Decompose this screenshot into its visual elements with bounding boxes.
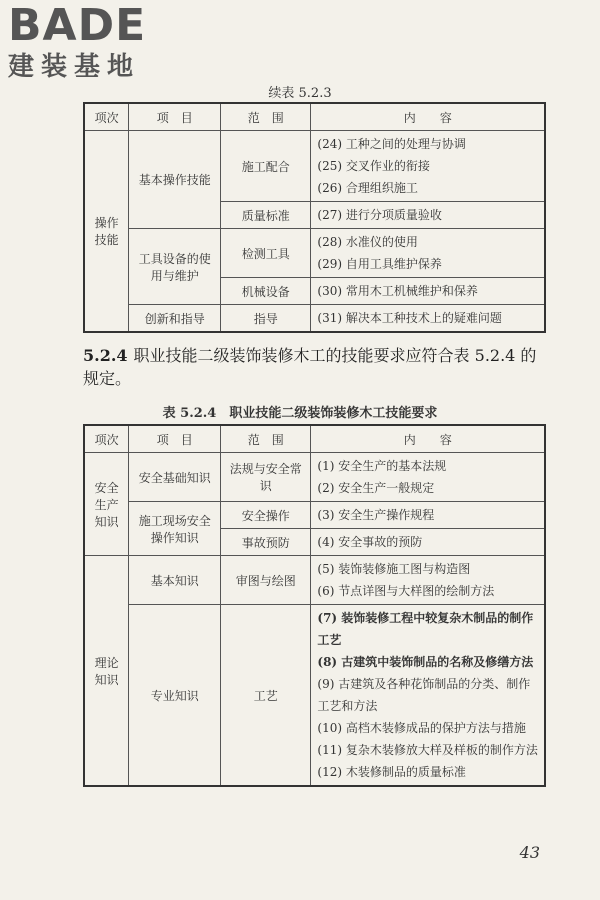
content-cell xyxy=(311,556,545,605)
header-scope: 范 围 xyxy=(221,103,311,131)
content-line: (7) 装饰装修工程中较复杂木制品的制作工艺 xyxy=(317,611,534,647)
scope-cell: 工艺 xyxy=(221,605,311,787)
content-cell xyxy=(311,453,545,502)
header-index: 项次 xyxy=(84,103,129,131)
category-cell: 理论知识 xyxy=(84,556,129,787)
scope-cell: 质量标准 xyxy=(221,202,311,229)
content-line: (9) 古建筑及各种花饰制品的分类、制作工艺和方法 xyxy=(317,677,531,713)
item-cell: 基本知识 xyxy=(129,556,221,605)
content-line: (26) 合理组织施工 xyxy=(317,181,418,195)
item-cell: 安全基础知识 xyxy=(129,453,221,502)
table-row xyxy=(84,605,545,787)
content-line: (30) 常用木工机械维护和保养 xyxy=(317,284,478,298)
content-line: (27) 进行分项质量验收 xyxy=(317,208,442,222)
table-row xyxy=(84,131,545,202)
item-cell: 工具设备的使用与维护 xyxy=(129,229,221,305)
table-row xyxy=(84,502,545,529)
skills-table-continued xyxy=(83,102,546,333)
content-line: (31) 解决本工种技术上的疑难问题 xyxy=(317,311,502,325)
content-line: (3) 安全生产操作规程 xyxy=(317,508,435,522)
clause-number: 5.2.4 xyxy=(83,346,128,365)
table-row xyxy=(84,229,545,278)
content-cell xyxy=(311,529,545,556)
content-line: (28) 水准仪的使用 xyxy=(317,235,418,249)
header-scope: 范 围 xyxy=(221,425,311,453)
scope-cell: 安全操作 xyxy=(221,502,311,529)
header-item: 项 目 xyxy=(129,103,221,131)
category-cell: 安全生产知识 xyxy=(84,453,129,556)
content-line: (4) 安全事故的预防 xyxy=(317,535,423,549)
table-row xyxy=(84,556,545,605)
scope-cell: 审图与绘图 xyxy=(221,556,311,605)
content-line: (25) 交叉作业的衔接 xyxy=(317,159,430,173)
category-cell: 操作技能 xyxy=(84,131,129,333)
content-line: (6) 节点详图与大样图的绘制方法 xyxy=(317,584,495,598)
item-cell: 基本操作技能 xyxy=(129,131,221,229)
page-number: 43 xyxy=(519,843,540,862)
scope-cell: 施工配合 xyxy=(221,131,311,202)
header-row xyxy=(84,103,545,131)
scope-cell: 指导 xyxy=(221,305,311,333)
skills-requirements-table xyxy=(83,424,546,787)
content-line: (8) 古建筑中装饰制品的名称及修缮方法 xyxy=(317,655,534,669)
clause-paragraph xyxy=(83,344,548,390)
table1-caption: 续表 5.2.3 xyxy=(268,86,332,101)
scope-cell: 机械设备 xyxy=(221,278,311,305)
content-line: (29) 自用工具维护保养 xyxy=(317,257,442,271)
content-line: (5) 装饰装修施工图与构造图 xyxy=(317,562,471,576)
site-logo xyxy=(8,0,147,82)
scope-cell: 检测工具 xyxy=(221,229,311,278)
content-cell xyxy=(311,605,545,787)
header-row xyxy=(84,425,545,453)
header-content: 内 容 xyxy=(311,103,545,131)
content-line: (2) 安全生产一般规定 xyxy=(317,481,435,495)
table2-caption: 表 5.2.4 职业技能二级装饰装修木工技能要求 xyxy=(162,406,438,421)
logo-text: BADE xyxy=(8,0,147,51)
content-cell xyxy=(311,502,545,529)
content-cell xyxy=(311,229,545,278)
item-cell: 创新和指导 xyxy=(129,305,221,333)
scope-cell: 事故预防 xyxy=(221,529,311,556)
content-cell xyxy=(311,131,545,202)
scope-cell: 法规与安全常识 xyxy=(221,453,311,502)
content-line: (12) 木装修制品的质量标准 xyxy=(317,765,466,779)
content-cell xyxy=(311,305,545,333)
header-item: 项 目 xyxy=(129,425,221,453)
content-line: (10) 高档木装修成品的保护方法与措施 xyxy=(317,721,526,735)
content-line: (1) 安全生产的基本法规 xyxy=(317,459,447,473)
content-line: (24) 工种之间的处理与协调 xyxy=(317,137,466,151)
header-index: 项次 xyxy=(84,425,129,453)
table-row xyxy=(84,453,545,502)
clause-text: 职业技能二级装饰装修木工的技能要求应符合表 5.2.4 的规定。 xyxy=(83,346,537,388)
header-content: 内 容 xyxy=(311,425,545,453)
content-line: (11) 复杂木装修放大样及样板的制作方法 xyxy=(317,743,538,757)
content-cell xyxy=(311,202,545,229)
item-cell: 施工现场安全操作知识 xyxy=(129,502,221,556)
item-cell: 专业知识 xyxy=(129,605,221,787)
content-cell xyxy=(311,278,545,305)
logo-subtitle: 建装基地 xyxy=(8,52,141,82)
table-row xyxy=(84,305,545,333)
